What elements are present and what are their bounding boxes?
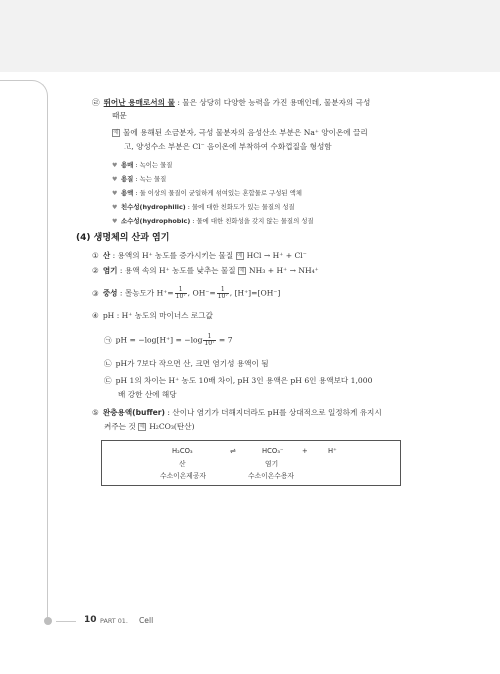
margin-dot [44,617,52,625]
buffer-term: 완충용액(buffer) [102,408,165,417]
ph-note-c-marker: ㉢ [104,376,112,385]
ph-marker: ④ [92,311,99,320]
equilibrium-arrow-icon: ⇌ [230,447,236,455]
glossary-term: 용매 [121,161,134,169]
glossary-term: 친수성(hydrophilic) [121,203,186,211]
glossary-def: : 녹는 물질 [133,175,167,183]
fraction-denominator: 10⁷ [204,340,215,347]
footer-part: PART 01. [100,617,128,625]
neutral-mid: , OH⁻= [187,288,216,298]
base-equation: NH₃ + H⁺ → NH₄⁺ [249,266,319,275]
footer-chapter: Cell [139,616,154,625]
ph-note-b-marker: ㉡ [104,359,112,368]
example-icon: 예 [139,424,145,430]
glossary-term: 소수성(hydrophobic) [121,217,191,225]
ph-formula-post: = 7 [216,335,233,345]
ph-note-b [104,359,269,369]
heart-bullet-icon: ♥ [112,203,118,211]
item-d-line1 [92,98,370,108]
example-icon: 예 [236,253,243,259]
ph-definition [92,311,213,321]
glossary-def: : 물에 대한 친화도가 있는 물질의 성질 [185,203,295,211]
glossary-def: : 녹이는 물질 [133,161,173,169]
glossary-term: 용액 [121,189,134,197]
glossary-item [112,216,314,226]
page-number: 10 [84,615,97,625]
buffer-marker: ⑤ [92,408,99,417]
fraction-denominator: 10⁷ [217,293,228,300]
ph-note-c-line2: 배 강한 산에 해당 [118,390,177,399]
base-definition [92,266,319,276]
plus-sign: + [302,447,308,455]
section-heading: (4) 생명체의 산과 염기 [76,233,170,243]
heart-bullet-icon: ♥ [112,161,118,169]
acid-definition [92,251,307,261]
hydrogen-ion-formula: H⁺ [328,447,337,455]
acid-marker: ① [92,251,99,260]
heart-bullet-icon: ♥ [112,189,118,197]
fraction-denominator: 10⁷ [175,293,186,300]
glossary-term: 용질 [121,175,134,183]
fraction [217,287,229,300]
base-text: : 용액 속의 H⁺ 농도를 낮추는 물질 [117,266,236,275]
ph-formula [104,334,233,347]
buffer-example: H₂CO₃(탄산) [149,422,195,431]
ph-note-c-text: pH 1의 차이는 H⁺ 농도 10배 차이, pH 3인 용액은 pH 6인 용액보다 1,000 [115,376,373,385]
acid-term: 산 [102,251,111,260]
glossary-item [112,174,166,184]
fraction [203,334,215,347]
glossary-def: : 물에 대한 친화성을 갖지 않는 물질의 성질 [190,217,314,225]
ph-text: pH : H⁺ 농도의 마이너스 로그값 [102,311,213,320]
proton-acceptor-label: 수소이온수용자 [248,472,294,480]
fraction-numerator: 1 [217,287,229,294]
ph-formula-marker: ㉠ [104,335,112,345]
buffer-equation-box [101,440,401,486]
margin-line [0,80,48,620]
fraction-numerator: 1 [175,287,187,294]
heart-bullet-icon: ♥ [112,175,118,183]
buffer-text-line2: 켜주는 것 [104,422,136,431]
item-d-example-text1: 물에 용해된 소금분자, 극성 물분자의 음성산소 부분은 Na⁺ 양이온에 끌리 [123,128,368,137]
glossary-item [112,160,172,170]
header-band [0,0,500,72]
ph-note-c [104,376,372,386]
proton-donor-label: 수소이온제공자 [160,472,206,480]
glossary-item [112,202,295,212]
ph-note-b-text: pH가 7보다 작으면 산, 크면 염기성 용액이 됨 [115,359,269,368]
buffer-text: : 산이나 염기가 더해지더라도 pH를 상대적으로 일정하게 유지시 [164,408,382,417]
acid-text: : 용액의 H⁺ 농도를 증가시키는 물질 [110,251,234,260]
footer-rule [56,621,76,622]
neutral-term: 중성 [102,288,118,298]
neutral-post: , [H⁺]=[OH⁻] [229,288,281,298]
neutral-definition [92,287,280,300]
glossary-def: : 둘 이상의 물질이 균일하게 섞여있는 혼합물로 구성된 액체 [133,189,302,197]
heart-bullet-icon: ♥ [112,217,118,225]
ph-formula-pre: pH = −log[H⁺] = −log [115,335,203,345]
item-d-example-line2: 고, 양성수소 부분은 Cl⁻ 음이온에 부착하여 수화껍질을 형성함 [124,142,332,151]
item-d-example-line1 [112,128,368,138]
carbonic-acid-formula: H₂CO₃ [172,447,193,455]
base-label: 염기 [265,460,279,468]
neutral-marker: ③ [92,288,99,298]
item-d-marker: ㉣ [92,98,100,107]
item-d-title: 뛰어난 용매로서의 물 [103,98,175,107]
glossary-item [112,188,302,198]
fraction [175,287,187,300]
fraction-numerator: 1 [203,334,215,341]
example-icon: 예 [113,130,119,136]
buffer-definition [92,408,382,418]
item-d-text: : 물은 상당히 다양한 능력을 가진 용매인데, 물분자의 극성 [174,98,371,107]
base-marker: ② [92,266,99,275]
example-icon: 예 [239,268,245,274]
buffer-definition-line2 [104,422,195,432]
bicarbonate-formula: HCO₃⁻ [262,447,284,455]
neutral-pre: : 몰농도가 H⁺= [117,288,174,298]
item-d-line2: 때문 [112,111,127,120]
base-term: 염기 [102,266,118,275]
acid-label: 산 [179,460,186,468]
acid-equation: HCl → H⁺ + Cl⁻ [246,251,307,260]
